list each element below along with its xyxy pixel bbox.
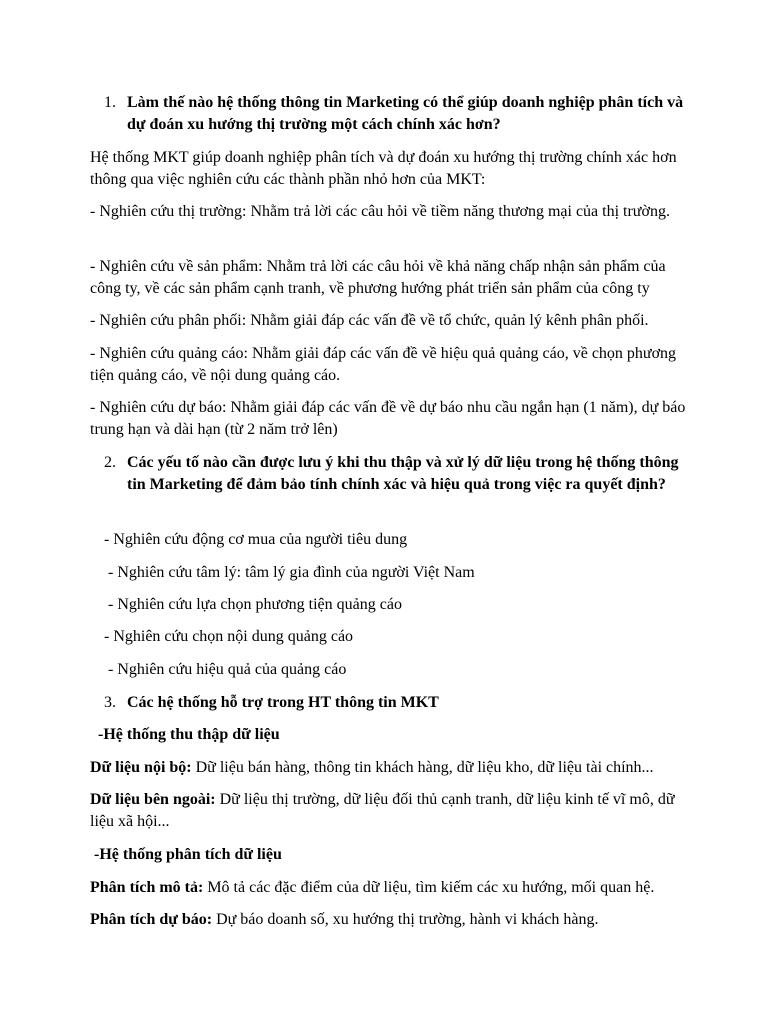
q1-item-distribution: - Nghiên cứu phân phối: Nhằm giải đáp các vấn đề về tổ chức, quản lý kênh phân phối.	[90, 312, 649, 329]
descriptive-analysis-label: Phân tích mô tả:	[90, 879, 204, 896]
q2-title: Các yếu tố nào cần được lưu ý khi thu thập và xử lý dữ liệu trong hệ thống thông tin Marketing để đảm bảo tính chính xác và hiệu quả trong việc ra quyết định?	[127, 454, 679, 493]
q1-item-advertising: - Nghiên cứu quảng cáo: Nhằm giải đáp các vấn đề về hiệu quả quảng cáo, về chọn phương tiện quảng cáo, về nội dung quảng cáo.	[90, 345, 677, 384]
external-data-label: Dữ liệu bên ngoài:	[90, 791, 216, 808]
q3-title: Các hệ thống hỗ trợ trong HT thông tin MKT	[127, 694, 439, 711]
q1-number: 1.	[104, 94, 116, 111]
q2-item-ad-effectiveness: - Nghiên cứu hiệu quả của quảng cáo	[108, 661, 347, 678]
q1-item-forecast: - Nghiên cứu dự báo: Nhằm giải đáp các vấn đề về dự báo nhu cầu ngắn hạn (1 năm), dự báo trung hạn và dài hạn (từ 2 năm trở lên)	[90, 399, 686, 438]
q3-subheading-analysis: -Hệ thống phân tích dữ liệu	[94, 846, 282, 863]
q2-item-content-choice: - Nghiên cứu chọn nội dung quảng cáo	[104, 628, 354, 645]
q1-item-product: - Nghiên cứu về sản phẩm: Nhằm trả lời các câu hỏi về khả năng chấp nhận sản phẩm của công ty, về các sản phẩm cạnh tranh, về phương hướng phát triển sản phẩm của công ty	[90, 258, 666, 297]
q3-external-data	[90, 789, 690, 833]
q3-predictive-analysis	[90, 909, 690, 931]
q3-descriptive-analysis	[90, 877, 690, 899]
internal-data-label: Dữ liệu nội bộ:	[90, 759, 192, 776]
q2-item-media-choice: - Nghiên cứu lựa chọn phương tiện quảng cáo	[108, 596, 402, 613]
q2-item-motive: - Nghiên cứu động cơ mua của người tiêu dung	[104, 531, 408, 548]
q2-item-psychology: - Nghiên cứu tâm lý: tâm lý gia đình của người Việt Nam	[108, 564, 475, 581]
predictive-analysis-text: Dự báo doanh số, xu hướng thị trường, hành vi khách hàng.	[212, 911, 599, 928]
predictive-analysis-label: Phân tích dự báo:	[90, 911, 213, 928]
q1-intro: Hệ thống MKT giúp doanh nghiệp phân tích và dự đoán xu hướng thị trường chính xác hơn thông qua việc nghiên cứu các thành phần nhỏ hơn của MKT:	[90, 149, 677, 188]
q1-item-market: - Nghiên cứu thị trường: Nhằm trả lời các câu hỏi về tiềm năng thương mại của thị trường.	[90, 203, 670, 220]
q3-internal-data	[90, 757, 690, 779]
q3-number: 3.	[104, 694, 116, 711]
q3-subheading-collection: -Hệ thống thu thập dữ liệu	[98, 726, 280, 743]
descriptive-analysis-text: Mô tả các đặc điểm của dữ liệu, tìm kiếm các xu hướng, mối quan hệ.	[203, 879, 655, 896]
internal-data-text: Dữ liệu bán hàng, thông tin khách hàng, dữ liệu kho, dữ liệu tài chính...	[191, 759, 654, 776]
q1-title: Làm thế nào hệ thống thông tin Marketing có thể giúp doanh nghiệp phân tích và dự đoán xu hướng thị trường một cách chính xác hơn?	[127, 94, 684, 133]
q2-number: 2.	[104, 454, 116, 471]
external-data-text: Dữ liệu thị trường, dữ liệu đối thủ cạnh tranh, dữ liệu kinh tế vĩ mô, dữ liệu xã hội...	[90, 791, 675, 830]
